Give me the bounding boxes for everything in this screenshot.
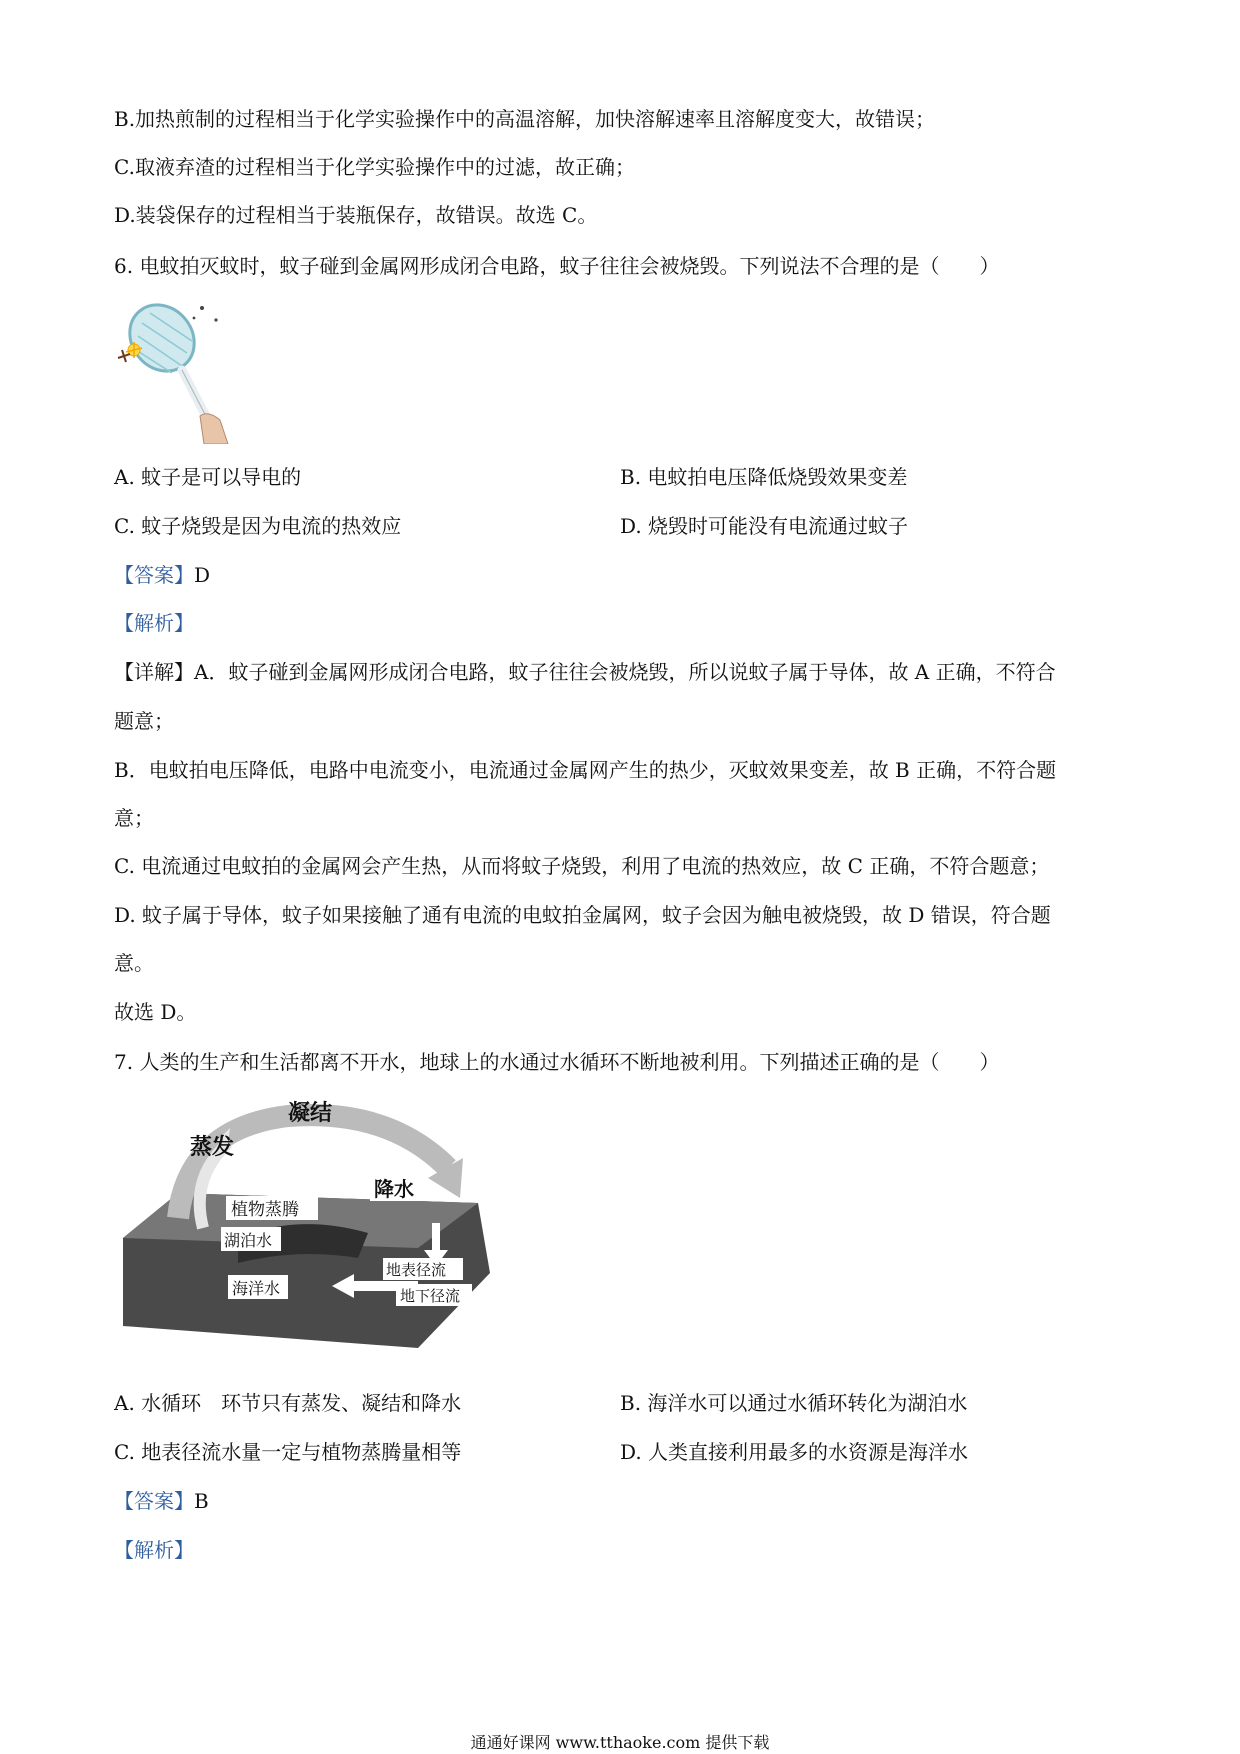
q6-answer-line [114,562,210,588]
q6-stem: 6. 电蚊拍灭蚊时，蚊子碰到金属网形成闭合电路，蚊子往往会被烧毁。下列说法不合理的是（ ） [114,254,1000,278]
line-b: B.加热煎制的过程相当于化学实验操作中的高温溶解，加快溶解速率且溶解度变大，故错误； [114,107,936,131]
label-surface: 地表径流 [386,1261,447,1279]
label-evaporate: 蒸发 [190,1134,235,1160]
mosquito-swatter-figure [112,298,242,444]
q7-answer-line [114,1488,209,1514]
q7-analysis-tag: 【解析】 [114,1538,194,1562]
line-d: D.装袋保存的过程相当于装瓶保存，故错误。故选 C。 [114,203,598,227]
q6-detail-5: C. 电流通过电蚊拍的金属网会产生热，从而将蚊子烧毁，利用了电流的热效应，故 C 正确，不符合题意； [114,854,1050,878]
q6-analysis-tag: 【解析】 [114,611,194,635]
q6-option-b: B. 电蚊拍电压降低烧毁效果变差 [620,465,908,489]
line-c: C.取液弃渣的过程相当于化学实验操作中的过滤，故正确； [114,155,635,179]
q6-detail-1: 【详解】A．蚊子碰到金属网形成闭合电路，蚊子往往会被烧毁，所以说蚊子属于导体，故 A 正确，不符合 [114,660,1056,684]
water-cycle-figure [118,1098,498,1363]
q7-stem: 7. 人类的生产和生活都离不开水，地球上的水通过水循环不断地被利用。下列描述正确的是（ ） [114,1050,1000,1074]
q6-option-c: C. 蚊子烧毁是因为电流的热效应 [114,514,402,538]
label-precip: 降水 [374,1177,414,1201]
label-ocean: 海洋水 [232,1279,281,1298]
label-condense: 凝结 [288,1100,333,1126]
q6-detail-7: 意。 [114,951,154,975]
label-ground: 地下径流 [400,1287,461,1305]
answer-tag: 【答案】 [114,1489,194,1513]
q6-detail-3: B．电蚊拍电压降低，电路中电流变小，电流通过金属网产生的热少，灭蚊效果变差，故 B 正确，不符合题 [114,758,1057,782]
q6-detail-6: D. 蚊子属于导体，蚊子如果接触了通有电流的电蚊拍金属网，蚊子会因为触电被烧毁，故 D 错误，符合题 [114,903,1051,927]
q6-detail-4: 意； [114,806,154,830]
q7-option-b: B. 海洋水可以通过水循环转化为湖泊水 [620,1391,968,1415]
answer-tag: 【答案】 [114,563,194,587]
answer-value: B [194,1489,209,1513]
q7-option-c: C. 地表径流水量一定与植物蒸腾量相等 [114,1440,462,1464]
footer: 通通好课网 www.tthaoke.com 提供下载 [470,1733,770,1752]
q6-detail-8: 故选 D。 [114,1000,197,1024]
label-lake: 湖泊水 [224,1231,273,1250]
q6-option-a: A. 蚊子是可以导电的 [114,465,302,489]
answer-value: D [194,563,211,587]
hand [200,414,228,444]
q6-detail-2: 题意； [114,709,174,733]
swatter-head [117,298,208,384]
q6-option-d: D. 烧毁时可能没有电流通过蚊子 [620,514,909,538]
label-transpire: 植物蒸腾 [231,1200,299,1220]
q7-option-d: D. 人类直接利用最多的水资源是海洋水 [620,1440,969,1464]
q7-option-a: A. 水循环 环节只有蒸发、凝结和降水 [114,1391,462,1415]
